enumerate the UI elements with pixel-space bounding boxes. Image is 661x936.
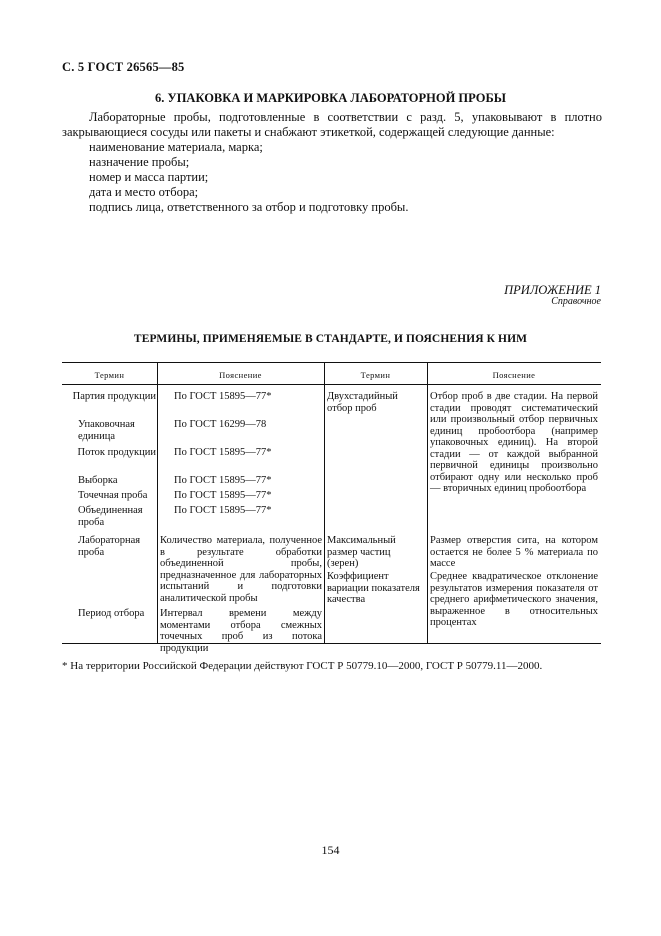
table-bottom-rule [62, 643, 601, 644]
term-cell: Период отбора [78, 608, 145, 619]
explanation-cell: Отбор проб в две стадии. На первой стадии проводят систематический или произвольный отбор первичных единиц пробоотбора (например упаковочных единиц). На второй стадии — от каждой выбранной первичной единицы произвольно отбирают одну или несколько проб — вторичных единиц пробоотбора [430, 391, 598, 494]
table-column-divider [324, 362, 325, 643]
explanation-cell: Размер отверстия сита, на котором остается не более 5 % материала по массе [430, 535, 598, 569]
column-header-explanation: Пояснение [219, 370, 262, 380]
column-header-term: Термин [94, 370, 125, 380]
section-body [62, 110, 602, 215]
term-cell: Лабораторная проба [78, 535, 141, 558]
section-title: 6. УПАКОВКА И МАРКИРОВКА ЛАБОРАТОРНОЙ ПРОБЫ [155, 91, 506, 105]
list-item: назначение пробы; [89, 155, 190, 169]
term-cell: Партия продукции [72, 391, 156, 402]
explanation-cell: Среднее квадратическое отклонение результатов измерения показателя от среднего арифметического значения, выраженное в относительных процентах [430, 571, 598, 628]
footnote: * На территории Российской Федерации действуют ГОСТ Р 50779.10—2000, ГОСТ Р 50779.11—2000. [62, 660, 543, 672]
term-cell: Коэффициент вариации показателя качества [327, 571, 420, 605]
term-cell: Поток продукции [77, 447, 156, 458]
term-cell: Объединенная проба [78, 505, 143, 528]
explanation-cell: Количество материала, полученное в результате обработки объединенной пробы, предназначенное для лабораторных испытаний и подготовки аналитической пробы [160, 535, 322, 604]
explanation-cell: По ГОСТ 15895—77* [174, 447, 272, 458]
appendix-note: Справочное [551, 296, 601, 307]
list-item: дата и место отбора; [89, 185, 199, 199]
column-header-term: Термин [360, 370, 391, 380]
table-title: ТЕРМИНЫ, ПРИМЕНЯЕМЫЕ В СТАНДАРТЕ, И ПОЯСНЕНИЯ К НИМ [133, 333, 528, 345]
column-header-explanation: Пояснение [492, 370, 536, 380]
table-column-divider [157, 362, 158, 643]
term-cell: Максимальный размер частиц (зерен) [327, 535, 396, 569]
intro-paragraph: Лабораторные пробы, подготовленные в соответствии с разд. 5, упаковывают в плотно закрывающиеся сосуды или пакеты и снабжают этикеткой, содержащей следующие данные: [62, 110, 602, 139]
page-number: 154 [321, 843, 340, 857]
term-cell: Упаковочная единица [78, 419, 135, 442]
term-cell: Двухстадийный отбор проб [327, 391, 398, 414]
list-item: номер и масса партии; [89, 170, 209, 184]
explanation-cell: По ГОСТ 15895—77* [174, 391, 272, 402]
list-item: наименование материала, марка; [89, 140, 263, 154]
explanation-cell: По ГОСТ 16299—78 [174, 419, 267, 430]
table-top-rule [62, 362, 601, 363]
explanation-cell: Интервал времени между моментами отбора смежных точечных проб из потока продукции [160, 608, 322, 654]
appendix-label: ПРИЛОЖЕНИЕ 1 [504, 283, 601, 297]
term-cell: Точечная проба [78, 490, 148, 501]
list-item: подпись лица, ответственного за отбор и подготовку пробы. [89, 200, 409, 214]
table-column-divider [427, 362, 428, 643]
term-cell: Выборка [78, 475, 118, 486]
table-header-rule [62, 384, 601, 385]
page-header: С. 5 ГОСТ 26565—85 [62, 60, 185, 74]
explanation-cell: По ГОСТ 15895—77* [174, 475, 272, 486]
explanation-cell: По ГОСТ 15895—77* [174, 490, 272, 501]
explanation-cell: По ГОСТ 15895—77* [174, 505, 272, 516]
